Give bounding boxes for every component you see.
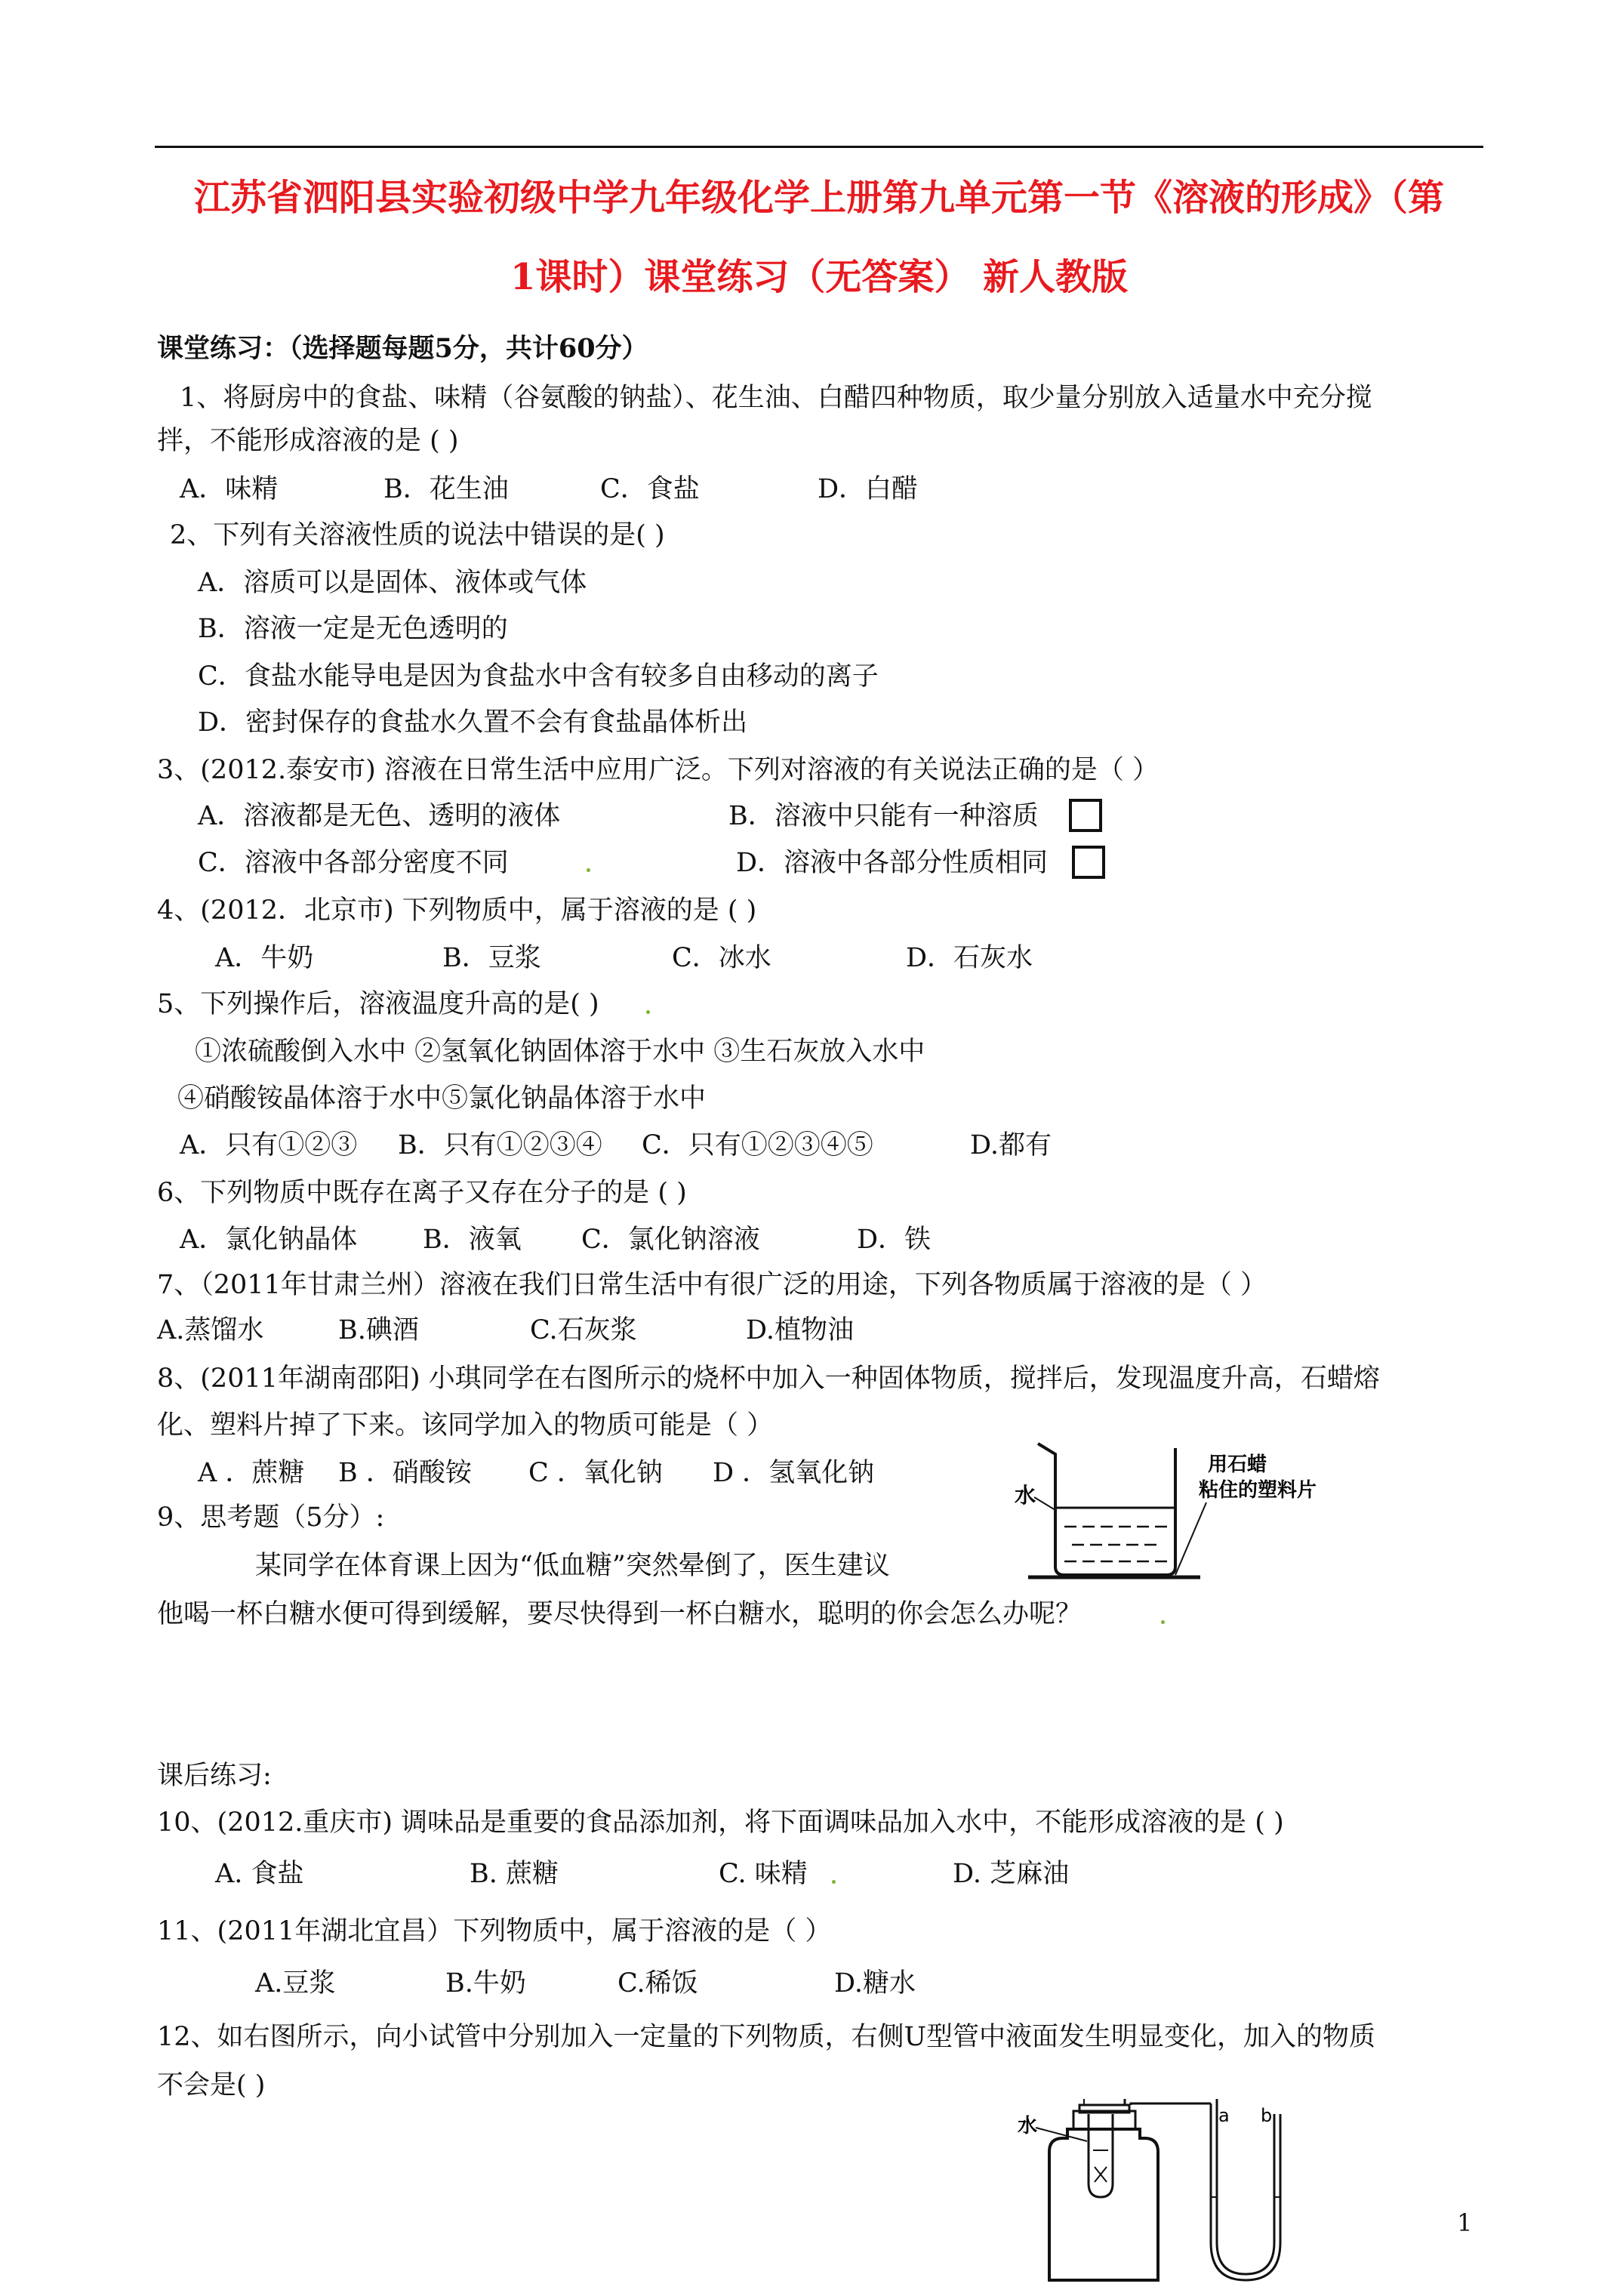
- q10-option-c: C. 味精: [719, 1859, 808, 1889]
- q6-option-b: B．液氧: [423, 1225, 522, 1255]
- q4-option-a: A．牛奶: [215, 943, 314, 973]
- section-heading-homework: 课后练习:: [157, 1761, 272, 1791]
- q9-paragraph-line-1: 某同学在体育课上因为“低血糖”突然晕倒了，医生建议: [255, 1551, 890, 1581]
- q3-option-a: A．溶液都是无色、透明的液体: [198, 801, 561, 831]
- page-number: 1: [1457, 2208, 1473, 2237]
- q1-stem-line-2: 拌，不能形成溶液的是 ( ): [157, 426, 459, 456]
- q5-items-line-2: ④硝酸铵晶体溶于水中⑤氯化钠晶体溶于水中: [177, 1083, 707, 1114]
- q12-stem-line-1: 12、如右图所示，向小试管中分别加入一定量的下列物质，右侧U型管中液面发生明显变化，加入的物质: [157, 2022, 1376, 2052]
- q11-option-d: D.糖水: [834, 1968, 916, 1999]
- q1-option-d: D．白醋: [818, 474, 919, 504]
- answer-box: [1069, 799, 1102, 832]
- q11-stem: 11、(2011年湖北宜昌）下列物质中，属于溶液的是（ ）: [157, 1916, 832, 1946]
- u-tube-apparatus-figure: [1004, 2099, 1306, 2291]
- q3-option-b: B．溶液中只能有一种溶质: [728, 801, 1039, 831]
- q7-option-b: B.碘酒: [338, 1315, 419, 1345]
- q7-option-c: C.石灰浆: [530, 1315, 637, 1345]
- q11-option-b: B.牛奶: [445, 1968, 526, 1999]
- q3-option-d: D．溶液中各部分性质相同: [736, 848, 1049, 878]
- q10-option-a: A. 食盐: [215, 1859, 304, 1889]
- q8-option-d: D ．氢氧化钠: [713, 1458, 875, 1488]
- q7-stem: 7、（2011年甘肃兰州）溶液在我们日常生活中有很广泛的用途，下列各物质属于溶液的是（ ）: [157, 1270, 1267, 1300]
- q2-option-c: C．食盐水能导电是因为食盐水中含有较多自由移动的离子: [198, 661, 879, 692]
- q2-option-d: D．密封保存的食盐水久置不会有食盐晶体析出: [198, 707, 748, 738]
- q9-paragraph-line-2: 他喝一杯白糖水便可得到缓解，要尽快得到一杯白糖水，聪明的你会怎么办呢？: [157, 1599, 1083, 1629]
- q8-option-b: B ．硝酸铵: [338, 1458, 472, 1488]
- q5-option-a: A．只有①②③: [180, 1130, 358, 1160]
- u-tube-label-a: a: [1218, 2105, 1230, 2126]
- q5-items-line-1: ①浓硫酸倒入水中 ②氢氧化钠固体溶于水中 ③生石灰放入水中: [195, 1037, 925, 1067]
- q10-option-b: B. 蔗糖: [470, 1859, 559, 1889]
- q1-option-c: C．食盐: [600, 474, 700, 504]
- q10-option-d: D. 芝麻油: [953, 1859, 1070, 1889]
- beaker-water-label: 水: [1015, 1483, 1036, 1508]
- q8-stem-line-2: 化、塑料片掉了下来。该同学加入的物质可能是（ ）: [157, 1410, 774, 1441]
- apparatus-water-label: 水: [1018, 2115, 1038, 2137]
- q5-option-d: D.都有: [970, 1130, 1052, 1160]
- q7-option-d: D.植物油: [746, 1315, 854, 1345]
- header-rule: [155, 146, 1483, 148]
- page-title-line-1: 江苏省泗阳县实验初级中学九年级化学上册第九单元第一节《溶液的形成》（第: [193, 177, 1444, 219]
- q11-option-c: C.稀饭: [617, 1968, 698, 1999]
- q6-option-a: A．氯化钠晶体: [180, 1225, 358, 1255]
- q5-option-c: C．只有①②③④⑤: [642, 1130, 873, 1160]
- u-tube-label-b: b: [1261, 2105, 1273, 2126]
- q4-option-d: D．石灰水: [906, 943, 1033, 973]
- stray-dot: [832, 1880, 836, 1884]
- q5-stem: 5、下列操作后，溶液温度升高的是( ): [157, 989, 599, 1019]
- q6-option-d: D．铁: [857, 1225, 932, 1255]
- q1-option-a: A．味精: [180, 474, 279, 504]
- q10-stem: 10、(2012.重庆市) 调味品是重要的食品添加剂，将下面调味品加入水中，不能形成溶液的是 ( ): [157, 1808, 1284, 1838]
- q2-option-a: A．溶质可以是固体、液体或气体: [198, 568, 587, 598]
- beaker-label-line-1: 用石蜡: [1208, 1453, 1267, 1476]
- q8-option-c: C ．氧化钠: [528, 1458, 663, 1488]
- q5-option-b: B．只有①②③④: [398, 1130, 602, 1160]
- q11-option-a: A.豆浆: [255, 1968, 336, 1999]
- q3-option-c: C．溶液中各部分密度不同: [198, 848, 509, 878]
- q4-stem: 4、(2012．北京市) 下列物质中，属于溶液的是 ( ): [157, 895, 757, 926]
- q6-option-c: C．氯化钠溶液: [581, 1225, 760, 1255]
- q12-stem-line-2: 不会是( ): [157, 2070, 266, 2100]
- q2-option-b: B．溶液一定是无色透明的: [198, 614, 508, 644]
- q8-stem-line-1: 8、(2011年湖南邵阳) 小琪同学在右图所示的烧杯中加入一种固体物质，搅拌后，发现温度升高，石蜡熔: [157, 1364, 1380, 1394]
- q6-stem: 6、下列物质中既存在离子又存在分子的是 ( ): [157, 1178, 687, 1208]
- answer-box: [1072, 846, 1105, 879]
- q8-option-a: A ．蔗糖: [198, 1458, 305, 1488]
- page-title-line-2: 1课时）课堂练习（无答案） 新人教版: [510, 256, 1129, 298]
- stray-dot: [587, 868, 590, 872]
- stray-dot: [646, 1010, 650, 1014]
- q4-option-b: B．豆浆: [442, 943, 541, 973]
- q1-stem-line-1: 1、将厨房中的食盐、味精（谷氨酸的钠盐）、花生油、白醋四种物质，取少量分别放入适量水中充分搅: [180, 383, 1372, 413]
- beaker-figure: [1004, 1435, 1321, 1593]
- q2-stem: 2、下列有关溶液性质的说法中错误的是( ): [170, 520, 665, 550]
- q9-stem: 9、思考题（5分）:: [157, 1502, 385, 1533]
- q3-stem: 3、(2012.泰安市) 溶液在日常生活中应用广泛。下列对溶液的有关说法正确的是（ ）: [157, 755, 1160, 785]
- q4-option-c: C．冰水: [672, 943, 771, 973]
- q7-option-a: A.蒸馏水: [157, 1315, 264, 1345]
- stray-dot: [1161, 1620, 1165, 1624]
- q1-option-b: B．花生油: [383, 474, 509, 504]
- section-heading-classwork: 课堂练习：（选择题每题5分，共计60分）: [157, 333, 648, 364]
- beaker-label-line-2: 粘住的塑料片: [1199, 1479, 1317, 1502]
